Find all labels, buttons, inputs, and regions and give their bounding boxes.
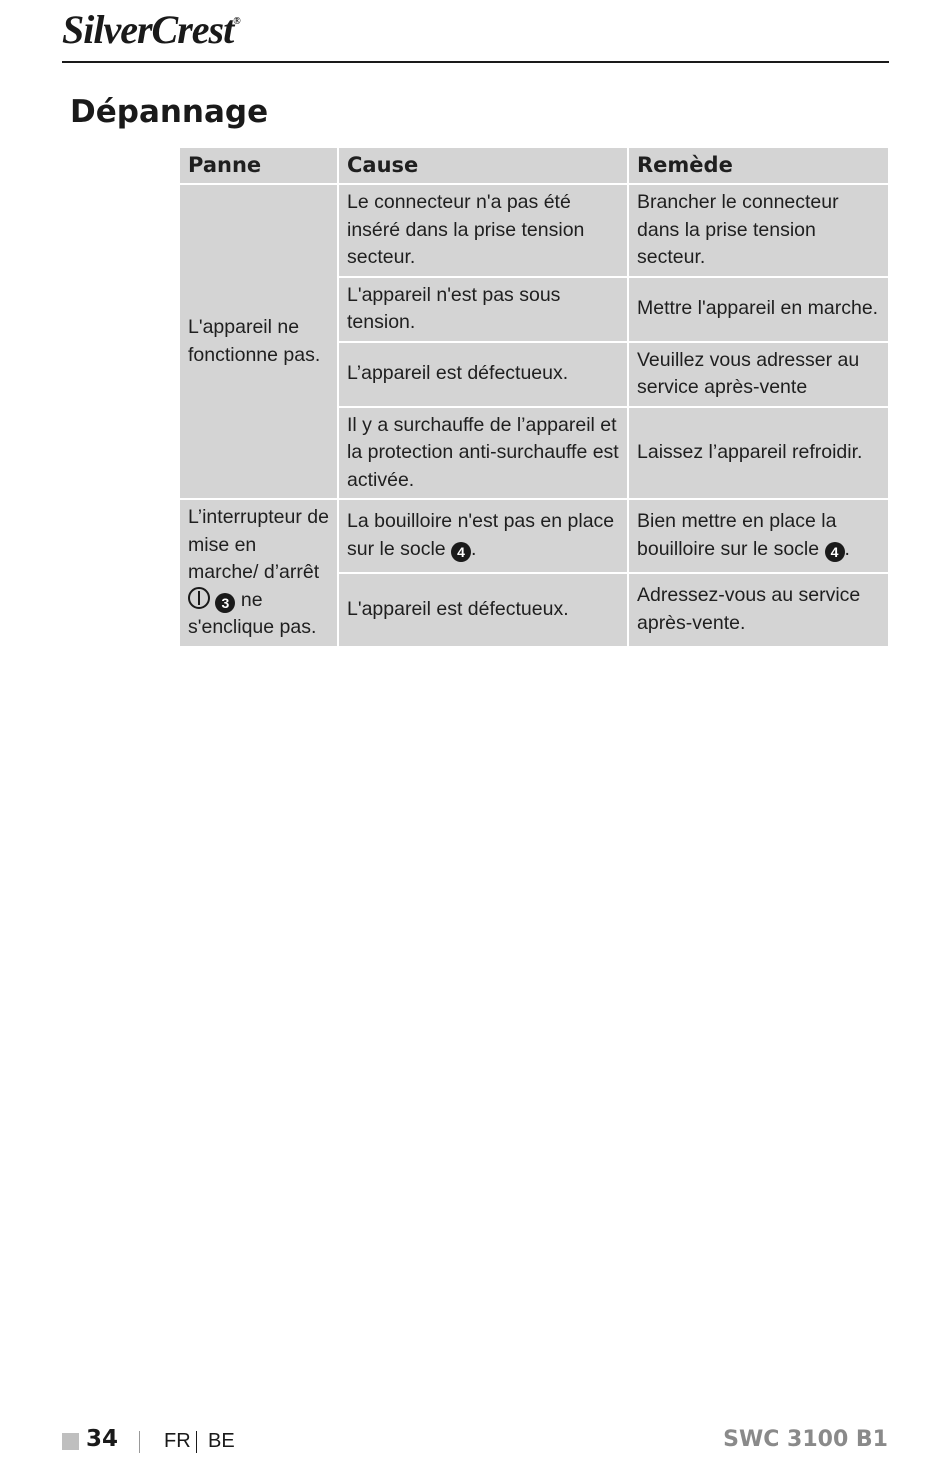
cause-cell: La bouilloire n'est pas en place sur le socle 4 . — [339, 500, 627, 572]
brand-logo: SilverCrest® — [62, 7, 240, 52]
remede-cell: Bien mettre en place la bouilloire sur le socle 4 . — [629, 500, 888, 572]
table-row — [180, 185, 888, 276]
table-row — [180, 500, 888, 572]
header-remede: Remède — [629, 148, 888, 183]
cause-cell: L'appareil n'est pas sous tension. — [339, 278, 627, 341]
header-cause: Cause — [339, 148, 627, 183]
footer-divider — [139, 1431, 140, 1453]
remede-cell: Veuillez vous adresser au service après-vente — [629, 343, 888, 406]
power-switch-icon — [188, 587, 210, 609]
cause-cell: Le connecteur n'a pas été inséré dans la prise tension secteur. — [339, 185, 627, 276]
footer-square-marker — [62, 1433, 79, 1450]
language-fr: FR — [164, 1430, 191, 1452]
page-number: 34 — [86, 1426, 119, 1452]
remede-cell: Mettre l'appareil en marche. — [629, 278, 888, 341]
callout-number-4: 4 — [451, 542, 471, 562]
troubleshooting-table — [178, 146, 890, 648]
footer-divider — [196, 1431, 197, 1453]
callout-number-3: 3 — [215, 593, 235, 613]
cause-cell: Il y a surchauffe de l’appareil et la protection anti-surchauffe est activée. — [339, 408, 627, 499]
header-rule — [62, 61, 889, 63]
table-header-row — [180, 148, 888, 183]
remede-cell: Adressez-vous au service après-vente. — [629, 574, 888, 646]
page-title: Dépannage — [70, 94, 269, 130]
remede-cell: Brancher le connecteur dans la prise tension secteur. — [629, 185, 888, 276]
callout-number-4: 4 — [825, 542, 845, 562]
panne-cell: L’interrupteur de mise en marche/ d’arrêt 3 ne s'enclique pas. — [180, 500, 337, 646]
remede-cell: Laissez l’appareil refroidir. — [629, 408, 888, 499]
registered-mark: ® — [233, 16, 240, 27]
cause-cell: L'appareil est défectueux. — [339, 574, 627, 646]
model-number: SWC 3100 B1 — [723, 1427, 888, 1452]
header-panne: Panne — [180, 148, 337, 183]
language-be: BE — [208, 1430, 235, 1452]
panne-cell: L'appareil ne fonctionne pas. — [180, 185, 337, 498]
cause-cell: L’appareil est défectueux. — [339, 343, 627, 406]
